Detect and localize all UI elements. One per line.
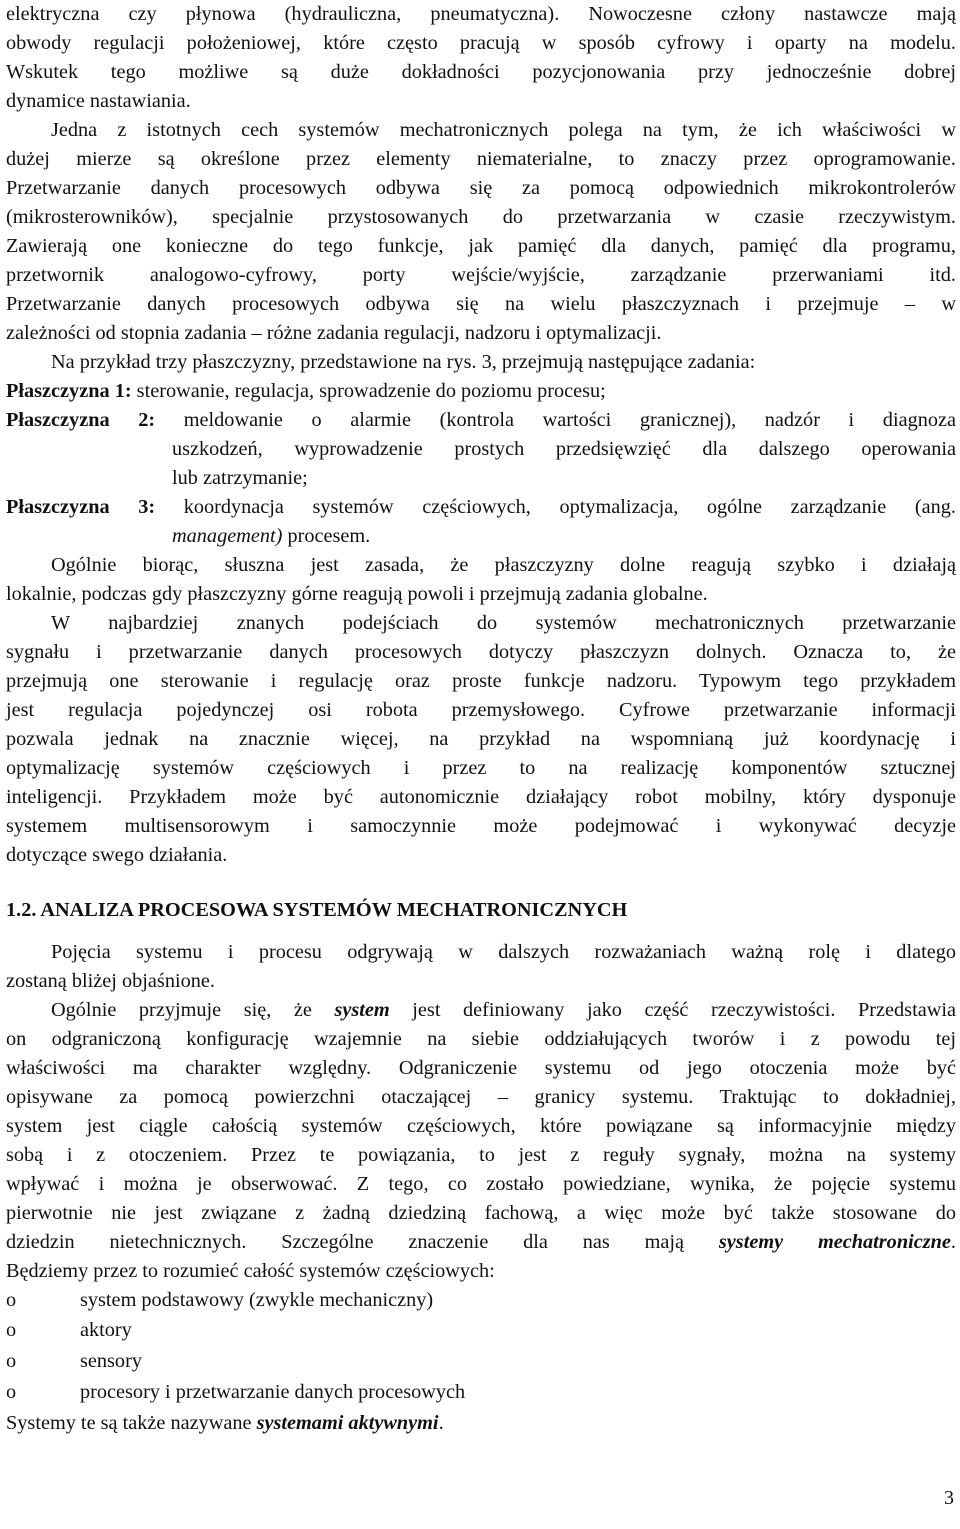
list-item-text: procesory i przetwarzanie danych procesowych	[80, 1381, 466, 1403]
text-line: przejmują one sterowanie i regulację oraz proste funkcje nadzoru. Typowym tego przykładem	[6, 670, 956, 692]
text-run: dziedzin nietechnicznych. Szczególne znaczenie dla nas mają	[6, 1231, 719, 1253]
text-line: dotyczące swego działania.	[6, 844, 228, 866]
bullet-marker: o	[6, 1289, 17, 1311]
text-line	[6, 996, 956, 1025]
text-run: .	[950, 1231, 956, 1253]
text-line: system jest ciągle całością systemów częściowych, które powiązane są informacyjnie między	[6, 1115, 956, 1137]
text-line: Będziemy przez to rozumieć całość systemów częściowych:	[6, 1260, 495, 1282]
text-line: sygnału i przetwarzanie danych procesowych dotyczy płaszczyzn dolnych. Oznacza to, że	[6, 641, 956, 663]
text-line: elektryczna czy płynowa (hydrauliczna, pneumatyczna). Nowoczesne człony nastawcze mają	[6, 3, 956, 25]
plane-1-item	[6, 377, 956, 406]
list-item-text: aktory	[80, 1319, 132, 1341]
text-line: dynamice nastawiania.	[6, 90, 191, 112]
list-item	[6, 1286, 906, 1315]
plane-3-rest: procesem.	[282, 525, 371, 547]
text-line: właściwości ma charakter względny. Odgraniczenie systemu od jego otoczenia może być	[6, 1057, 956, 1079]
text-line: zostaną bliżej objaśnione.	[6, 970, 215, 992]
text-line: optymalizację systemów częściowych i przez to na realizację komponentów sztucznej	[6, 757, 956, 779]
text-line	[6, 1409, 956, 1438]
list-item	[6, 1378, 906, 1407]
text-line: sobą i z otoczeniem. Przez te powiązania, to jest z reguły sygnały, można na systemy	[6, 1144, 956, 1166]
plane-2-label: Płaszczyzna 2:	[6, 409, 156, 431]
text-line: (mikrosterowników), specjalnie przystosowanych do przetwarzania w czasie rzeczywistym.	[6, 206, 956, 228]
page-number: 3	[944, 1487, 954, 1509]
list-item-text: sensory	[80, 1350, 142, 1372]
term-system: system	[334, 999, 390, 1021]
text-line: W najbardziej znanych podejściach do systemów mechatronicznych przetwarzanie	[51, 612, 956, 634]
plane-2-continuation: uszkodzeń, wyprowadzenie prostych przedsięwzięć dla dalszego operowania	[172, 438, 956, 460]
plane-1-label: Płaszczyzna 1:	[6, 380, 132, 402]
plane-3-continuation	[172, 522, 956, 551]
bullet-marker: o	[6, 1381, 17, 1403]
text-line: opisywane za pomocą powierzchni otaczającej – granicy systemu. Traktując to dokładniej,	[6, 1086, 956, 1108]
text-line: Wskutek tego możliwe są duże dokładności pozycjonowania przy jednocześnie dobrej	[6, 61, 956, 83]
text-line: Zawierają one konieczne do tego funkcje, jak pamięć dla danych, pamięć dla programu,	[6, 235, 956, 257]
text-line: on odgraniczoną konfigurację wzajemnie na siebie oddziałujących tworów i z powodu tej	[6, 1028, 956, 1050]
text-line: Pojęcia systemu i procesu odgrywają w dalszych rozważaniach ważną rolę i dlatego	[51, 941, 956, 963]
plane-1-text: sterowanie, regulacja, sprowadzenie do poziomu procesu;	[136, 380, 606, 402]
text-line: Przetwarzanie danych procesowych odbywa się za pomocą odpowiednich mikrokontrolerów	[6, 177, 956, 199]
text-line	[6, 1228, 956, 1257]
text-line: wpływać i można je obserwować. Z tego, co zostało powiedziane, wynika, że pojęcie systemu	[6, 1173, 956, 1195]
text-line: zależności od stopnia zadania – różne zadania regulacji, nadzoru i optymalizacji.	[6, 322, 662, 344]
text-line: dużej mierze są określone przez elementy niematerialne, to znaczy przez oprogramowanie.	[6, 148, 956, 170]
text-line: systemem multisensorowym i samoczynnie może podejmować i wykonywać decyzje	[6, 815, 956, 837]
plane-3-text: koordynacja systemów częściowych, optymalizacja, ogólne zarządzanie (ang.	[183, 496, 956, 518]
text-run: Ogólnie przyjmuje się, że	[51, 999, 335, 1021]
bullet-marker: o	[6, 1319, 17, 1341]
text-run: Systemy te są także nazywane	[6, 1412, 257, 1434]
plane-3-label: Płaszczyzna 3:	[6, 496, 156, 518]
list-item	[6, 1316, 906, 1345]
plane-2-item	[6, 406, 956, 435]
text-line: przetwornik analogowo-cyfrowy, porty wejście/wyjście, zarządzanie przerwaniami itd.	[6, 264, 956, 286]
text-line: Na przykład trzy płaszczyzny, przedstawione na rys. 3, przejmują następujące zadania:	[51, 351, 756, 373]
text-run: jest definiowany jako część rzeczywistości. Przedstawia	[389, 999, 956, 1021]
list-item-text: system podstawowy (zwykle mechaniczny)	[80, 1289, 434, 1311]
plane-2-continuation: lub zatrzymanie;	[172, 467, 308, 489]
plane-3-italic: management)	[172, 525, 283, 547]
section-heading: 1.2. ANALIZA PROCESOWA SYSTEMÓW MECHATRONICZNYCH	[6, 899, 628, 921]
term-active-systems: systemami aktywnymi	[256, 1412, 439, 1434]
text-run: .	[438, 1412, 444, 1434]
plane-3-item	[6, 493, 956, 522]
list-item	[6, 1347, 906, 1376]
text-line: Jedna z istotnych cech systemów mechatronicznych polega na tym, że ich właściwości w	[51, 119, 956, 141]
text-line: obwody regulacji położeniowej, które często pracują w sposób cyfrowy i oparty na modelu.	[6, 32, 956, 54]
plane-2-text: meldowanie o alarmie (kontrola wartości granicznej), nadzór i diagnoza	[183, 409, 957, 431]
text-line: pierwotnie nie jest związane z żadną dziedziną fachową, a więc może być także stosowane do	[6, 1202, 956, 1224]
text-line: inteligencji. Przykładem może być autonomicznie działający robot mobilny, który dysponuje	[6, 786, 956, 808]
text-line: Ogólnie biorąc, słuszna jest zasada, że płaszczyzny dolne reagują szybko i działają	[51, 554, 956, 576]
term-mechatronic-systems: systemy mechatroniczne	[718, 1231, 951, 1253]
text-line: Przetwarzanie danych procesowych odbywa się na wielu płaszczyznach i przejmuje – w	[6, 293, 956, 315]
text-line: jest regulacja pojedynczej osi robota przemysłowego. Cyfrowe przetwarzanie informacji	[6, 699, 956, 721]
text-line: pozwala jednak na znacznie więcej, na przykład na wspomnianą już koordynację i	[6, 728, 956, 750]
text-line: lokalnie, podczas gdy płaszczyzny górne reagują powoli i przejmują zadania globalne.	[6, 583, 708, 605]
bullet-marker: o	[6, 1350, 17, 1372]
